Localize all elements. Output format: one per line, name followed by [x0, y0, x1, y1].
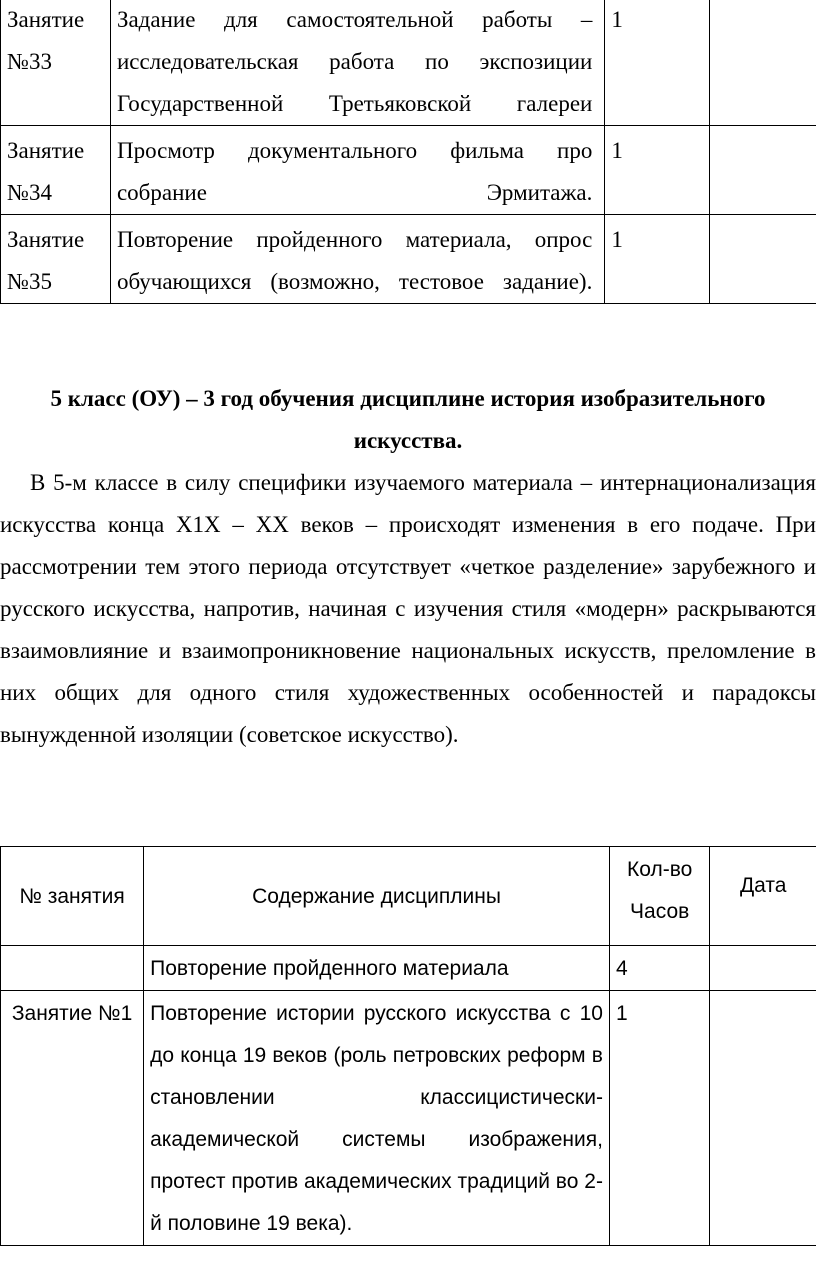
- lesson-date: [710, 946, 816, 991]
- lesson-content: Просмотр документального фильма про собрание Эрмитажа.: [110, 126, 604, 215]
- lesson-number: [1, 946, 144, 991]
- lesson-date: [710, 215, 816, 304]
- header-date: Дата: [710, 847, 816, 946]
- header-hours: Кол-во Часов: [609, 847, 709, 946]
- lesson-date: [710, 126, 816, 215]
- table-row: [1, 126, 816, 215]
- lesson-table-bottom: [0, 846, 816, 1246]
- lesson-hours: 1: [605, 0, 710, 126]
- lesson-content: Задание для самостоятельной работы – исследовательская работа по экспозиции Государственной Третьяковской галереи: [110, 0, 604, 126]
- lesson-date: [710, 0, 816, 126]
- lesson-content: Повторение истории русского искусства с 10 до конца 19 веков (роль петровских реформ в становлении классицистически-академической системы изображения, протест против академических традиций во 2-й половине 19 века).: [144, 991, 610, 1246]
- lesson-date: [710, 991, 816, 1246]
- lesson-content: Повторение пройденного материала, опрос обучающихся (возможно, тестовое задание).: [110, 215, 604, 304]
- table-row: [1, 991, 816, 1246]
- lesson-hours: 4: [609, 946, 709, 991]
- lesson-table-top: [0, 0, 816, 304]
- lesson-number: Занятие №33: [1, 0, 111, 126]
- lesson-content: Повторение пройденного материала: [144, 946, 610, 991]
- table-header-row: [1, 847, 816, 946]
- section-heading: 5 класс (ОУ) – 3 год обучения дисциплине история изобразительного искусства.: [50, 386, 766, 453]
- lesson-number: Занятие №1: [1, 991, 144, 1246]
- lesson-number: Занятие №34: [1, 126, 111, 215]
- header-lesson-number: № занятия: [1, 847, 144, 946]
- body-paragraph: В 5-м классе в силу специфики изучаемого материала – интернационализация искусства конца Х1Х – ХХ веков – происходят изменения в его подаче. При рассмотрении тем этого периода отсутствует «четкое разделение» зарубежного и русского искусства, напротив, начиная с изучения стиля «модерн» раскрываются взаимовлияние и взаимопроникновение национальных искусств, преломление в них общих для одного стиля художественных особенностей и парадоксы вынужденной изоляции (советское искусство).: [0, 470, 816, 747]
- lesson-hours: 1: [605, 126, 710, 215]
- table-row: [1, 0, 816, 126]
- lesson-hours: 1: [609, 991, 709, 1246]
- table-row: [1, 215, 816, 304]
- header-content: Содержание дисциплины: [144, 847, 610, 946]
- lesson-number: Занятие №35: [1, 215, 111, 304]
- lesson-hours: 1: [605, 215, 710, 304]
- table-row: [1, 946, 816, 991]
